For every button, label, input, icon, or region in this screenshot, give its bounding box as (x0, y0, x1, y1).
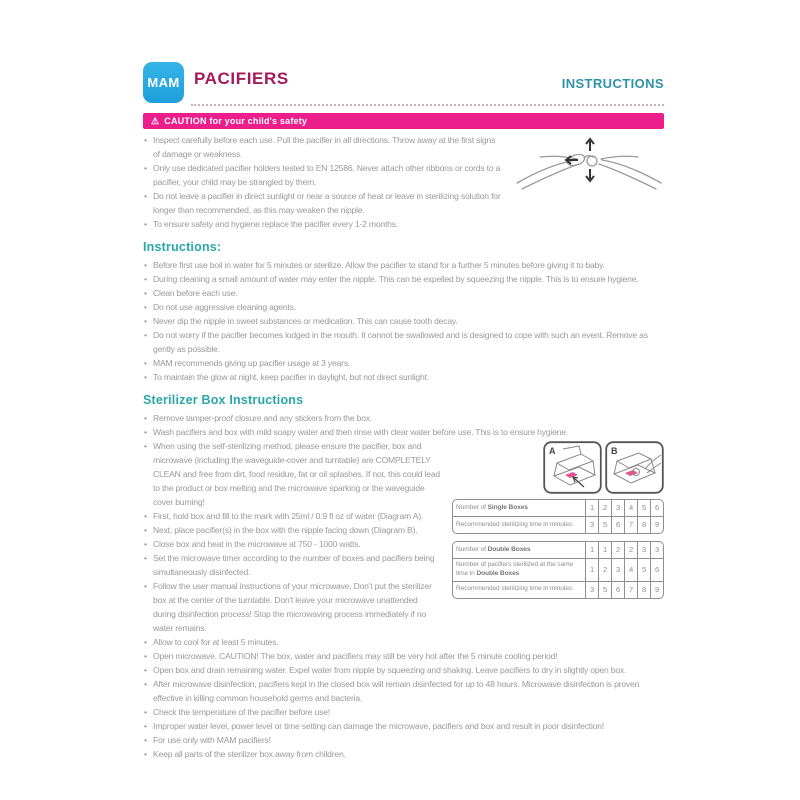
list-item (143, 733, 664, 747)
list-item-text: Follow the user manual instructions of your microwave. Don't put the sterilizer box at the center of the turntable. Don't leave your microwave unattended during disinfection process! Stop the microwaving process immediately if no water remains. (153, 581, 432, 633)
list-item (143, 579, 664, 635)
value-cell: 2 (598, 558, 611, 581)
list-item (143, 370, 664, 384)
list-item-text: Next, place pacifier(s) in the box with the nipple facing down (Diagram B). (153, 525, 418, 535)
list-item-text: When using the self-sterilizing method, please ensure the pacifier, box and microwave (including the waveguide-cover and turntable) are COMPLETELY CLEAN and free from dirt, food residue, fat or oil splashes. If not, this could lead to the product or box melting and the microwave sparking or the waveguide cover burning! (153, 441, 441, 507)
list-item-text: Keep all parts of the sterilizer box away from children. (153, 749, 346, 759)
value-cell: 3 (611, 558, 624, 581)
list-item-text: For use only with MAM pacifiers! (153, 735, 271, 745)
list-item-text: Only use dedicated pacifier holders tested to EN 12586. Never attach other ribbons or cords to a pacifier, your child may be strangled by them. (153, 163, 501, 187)
sterilizer-list (143, 411, 664, 761)
list-item-text: Set the microwave timer according to the number of boxes and pacifiers being simultaneously disinfected. (153, 553, 435, 577)
list-item-text: Inspect carefully before each use. Pull the pacifier in all directions. Throw away at the first signs of damage or weakness. (153, 135, 496, 159)
row-label: Number of pacifiers sterilized at the same time in Double Boxes (453, 558, 585, 581)
list-item (143, 551, 664, 579)
list-item (143, 133, 664, 161)
value-cell: 8 (637, 516, 650, 533)
list-item (143, 677, 664, 705)
list-item (143, 272, 664, 286)
instructions-list (143, 258, 664, 384)
svg-text:A: • A (549, 446, 556, 456)
list-item (143, 747, 664, 761)
list-item-text: Do not use aggressive cleaning agents. (153, 302, 296, 312)
warning-triangle-icon: ⚠ (151, 116, 160, 126)
value-cell: 5 (598, 516, 611, 533)
value-cell: 1 (585, 500, 598, 516)
value-cell: 1 (598, 542, 611, 558)
list-item (143, 356, 664, 370)
list-item-text: Wash pacifiers and box with mild soapy water and then rinse with clear water before use. This is to ensure hygiene. (153, 427, 569, 437)
list-item-text: After microwave disinfection, pacifiers kept in the closed box will remain disinfected for up to 48 hours. Microwave disinfection is proven effective in killing common household germs and bacteria. (153, 679, 640, 703)
diagram-row (452, 441, 664, 494)
svg-text:B: B (611, 446, 618, 456)
list-item-text: Improper water level, power level or time setting can damage the microwave, pacifiers and box and result in poor disinfection! (153, 721, 605, 731)
list-item (143, 300, 664, 314)
list-item-text: Do not worry if the pacifier becomes lodged in the mouth. It cannot be swallowed and is designed to cope with such an event. Remove as gently as possible. (153, 330, 648, 354)
list-item-text: Check the temperature of the pacifier before use! (153, 707, 330, 717)
list-item (143, 523, 664, 537)
value-cell: 2 (598, 500, 611, 516)
caution-banner (143, 113, 664, 129)
list-item (143, 314, 664, 328)
caution-list (143, 133, 664, 231)
sterilizer-heading: Sterilizer Box Instructions (143, 393, 304, 407)
list-item (143, 411, 664, 425)
value-cell: 3 (637, 542, 650, 558)
row-label: Recommended sterilizing time in minutes (453, 516, 585, 533)
list-item-text: First, hold box and fill to the mark with 25ml / 0.9 fl oz of water (Diagram A). (153, 511, 424, 521)
list-item (143, 328, 664, 356)
diagram-b-illustration (605, 441, 664, 494)
list-item (143, 663, 664, 677)
page-title: PACIFIERS (194, 69, 289, 88)
value-cell: 4 (624, 500, 637, 516)
sheet-type-title: INSTRUCTIONS (561, 76, 664, 91)
value-cell: 9 (650, 581, 663, 598)
list-item (143, 649, 664, 663)
list-item (143, 189, 664, 217)
value-cell: 7 (624, 516, 637, 533)
row-label: Recommended sterilizing time in minutes (453, 581, 585, 598)
list-item-text: Do not leave a pacifier in direct sunlight or near a source of heat or leave in sterilizing solution for longer than recommended, as this may weaken the nipple. (153, 191, 501, 215)
value-cell: 7 (624, 581, 637, 598)
diagram-a-illustration (543, 441, 602, 494)
list-item-text: Never dip the nipple in sweet substances or medication. This can cause tooth decay. (153, 316, 458, 326)
list-item (143, 635, 664, 649)
list-item (143, 509, 664, 523)
value-cell: 4 (624, 558, 637, 581)
value-cell: 2 (624, 542, 637, 558)
value-cell: 3 (585, 581, 598, 598)
value-cell: 9 (650, 516, 663, 533)
instructions-heading: Instructions: (143, 240, 222, 254)
list-item-text: During cleaning a small amount of water may enter the nipple. This can be expelled by squeezing the nipple. This is to ensure hygiene. (153, 274, 639, 284)
list-item (143, 719, 664, 733)
list-item-text: To ensure safety and hygiene replace the pacifier every 1-2 months. (153, 219, 399, 229)
caution-banner-label: CAUTION for your child's safety (164, 116, 308, 126)
dotted-divider (191, 104, 664, 106)
value-cell: 1 (585, 558, 598, 581)
value-cell: 6 (611, 516, 624, 533)
value-cell: 5 (637, 500, 650, 516)
list-item-text: Remove tamper-proof closure and any stickers from the box. (153, 413, 373, 423)
list-item (143, 161, 664, 189)
list-item (143, 425, 664, 439)
list-item (143, 217, 664, 231)
row-label: Number of Double Boxes (456, 545, 531, 553)
list-item-text: Clean before each use. (153, 288, 238, 298)
value-cell: 2 (611, 542, 624, 558)
value-cell: 5 (637, 558, 650, 581)
value-cell: 8 (637, 581, 650, 598)
list-item (143, 705, 664, 719)
value-cell: 1 (585, 542, 598, 558)
list-item-text: Close box and heat in the microwave at 750 - 1000 watts. (153, 539, 361, 549)
list-item-text: Before first use boil in water for 5 minutes or sterilize. Allow the pacifier to stand for a further 5 minutes before giving it to baby. (153, 260, 605, 270)
value-cell: 6 (611, 581, 624, 598)
row-label: Number of Single Boxes (456, 503, 528, 511)
header (143, 62, 664, 104)
value-cell: 6 (650, 500, 663, 516)
value-cell: 3 (650, 542, 663, 558)
list-item (143, 286, 664, 300)
sheet-content (143, 62, 664, 761)
value-cell: 3 (585, 516, 598, 533)
list-item-text: MAM recommends giving up pacifier usage at 3 years. (153, 358, 351, 368)
list-item-text: To maintain the glow at night, keep pacifier in daylight, but not direct sunlight. (153, 372, 429, 382)
list-item (143, 537, 664, 551)
value-cell: 5 (598, 581, 611, 598)
value-cell: 3 (611, 500, 624, 516)
list-item (143, 258, 664, 272)
value-cell: 6 (650, 558, 663, 581)
list-item-text: Allow to cool for at least 5 minutes. (153, 637, 279, 647)
list-item-text: Open microwave. CAUTION! The box, water and pacifiers may still be very hot after the 5 minute cooling period! (153, 651, 558, 661)
mam-logo: MAM (143, 62, 184, 103)
list-item-text: Open box and drain remaining water. Expel water from nipple by squeezing and shaking. Leave pacifiers to dry in slightly open box. (153, 665, 627, 675)
